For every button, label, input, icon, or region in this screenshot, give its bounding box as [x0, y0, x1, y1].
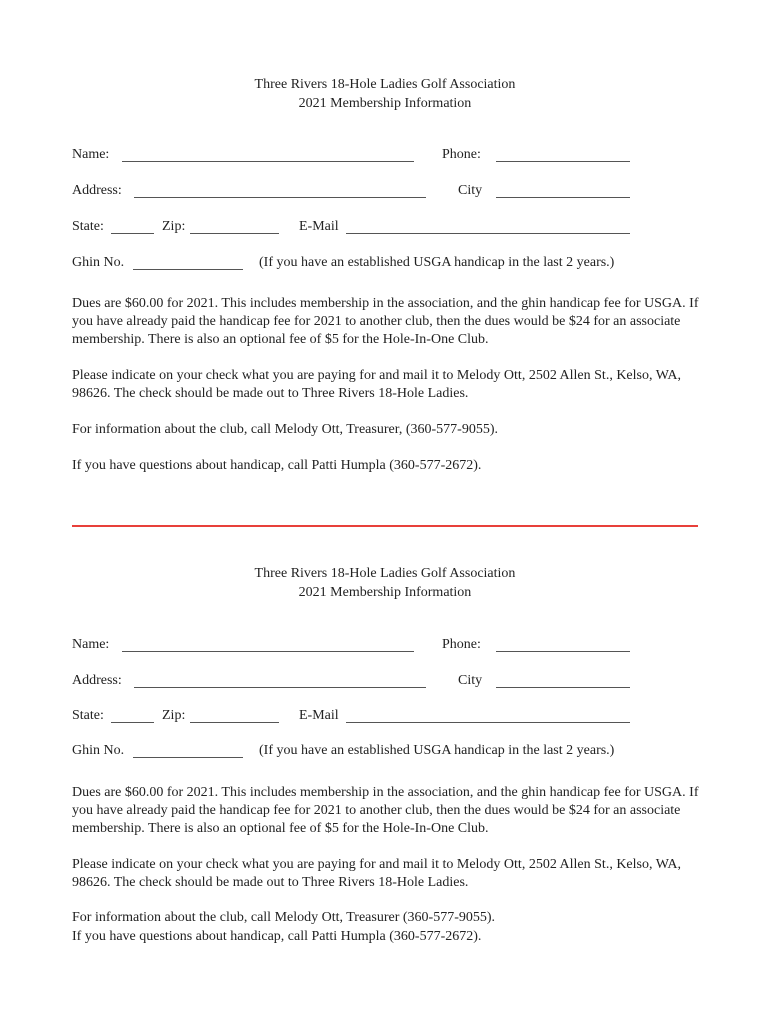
- ghin-field[interactable]: [133, 269, 243, 270]
- email-label: E-Mail: [299, 219, 339, 234]
- address-field[interactable]: [134, 687, 426, 688]
- phone-field[interactable]: [496, 651, 630, 652]
- form-subtitle: 2021 Membership Information: [298, 585, 472, 600]
- info-paragraph: For information about the club, call Melody Ott, Treasurer, (360-577-9055).: [72, 422, 498, 437]
- email-field[interactable]: [346, 722, 630, 723]
- name-label: Name:: [72, 637, 110, 652]
- name-label: Name:: [72, 147, 110, 162]
- zip-label: Zip:: [162, 219, 186, 234]
- dues-paragraph: Dues are $60.00 for 2021. This includes membership in the association, and the ghin handicap fee for USGA. If you have already paid the handicap fee for 2021 to another club, then the dues would be $24 for an associate membership. There is also an optional fee of $5 for the Hole-In-One Club.: [72, 296, 699, 347]
- state-label: State:: [72, 219, 104, 234]
- name-field[interactable]: [122, 651, 414, 652]
- handicap-paragraph: If you have questions about handicap, call Patti Humpla (360-577-2672).: [72, 929, 482, 944]
- ghin-note: (If you have an established USGA handicap in the last 2 years.): [259, 743, 615, 758]
- phone-field[interactable]: [496, 161, 630, 162]
- form-title: Three Rivers 18-Hole Ladies Golf Association: [254, 77, 516, 92]
- zip-field[interactable]: [190, 722, 279, 723]
- mail-paragraph: Please indicate on your check what you are paying for and mail it to Melody Ott, 2502 Allen St., Kelso, WA, 98626. The check should be made out to Three Rivers 18-Hole Ladies.: [72, 857, 682, 890]
- city-label: City: [458, 183, 483, 198]
- state-field[interactable]: [111, 233, 154, 234]
- email-label: E-Mail: [299, 708, 339, 723]
- ghin-field[interactable]: [133, 757, 243, 758]
- address-field[interactable]: [134, 197, 426, 198]
- city-field[interactable]: [496, 197, 630, 198]
- address-label: Address:: [72, 673, 122, 688]
- phone-label: Phone:: [442, 147, 481, 162]
- mail-paragraph: Please indicate on your check what you are paying for and mail it to Melody Ott, 2502 Allen St., Kelso, WA, 98626. The check should be made out to Three Rivers 18-Hole Ladies.: [72, 368, 682, 401]
- address-label: Address:: [72, 183, 122, 198]
- name-field[interactable]: [122, 161, 414, 162]
- zip-field[interactable]: [190, 233, 279, 234]
- form-title: Three Rivers 18-Hole Ladies Golf Association: [254, 566, 516, 581]
- dues-paragraph: Dues are $60.00 for 2021. This includes membership in the association, and the ghin handicap fee for USGA. If you have already paid the handicap fee for 2021 to another club, then the dues would be $24 for an associate membership. There is also an optional fee of $5 for the Hole-In-One Club.: [72, 785, 699, 836]
- ghin-label: Ghin No.: [72, 255, 125, 270]
- ghin-note: (If you have an established USGA handicap in the last 2 years.): [259, 255, 615, 270]
- city-label: City: [458, 673, 483, 688]
- zip-label: Zip:: [162, 708, 186, 723]
- state-field[interactable]: [111, 722, 154, 723]
- form-subtitle: 2021 Membership Information: [298, 96, 472, 111]
- handicap-paragraph: If you have questions about handicap, call Patti Humpla (360-577-2672).: [72, 458, 482, 473]
- cut-line-divider: [72, 525, 698, 527]
- state-label: State:: [72, 708, 104, 723]
- email-field[interactable]: [346, 233, 630, 234]
- city-field[interactable]: [496, 687, 630, 688]
- phone-label: Phone:: [442, 637, 481, 652]
- ghin-label: Ghin No.: [72, 743, 125, 758]
- info-paragraph: For information about the club, call Melody Ott, Treasurer (360-577-9055).: [72, 910, 496, 925]
